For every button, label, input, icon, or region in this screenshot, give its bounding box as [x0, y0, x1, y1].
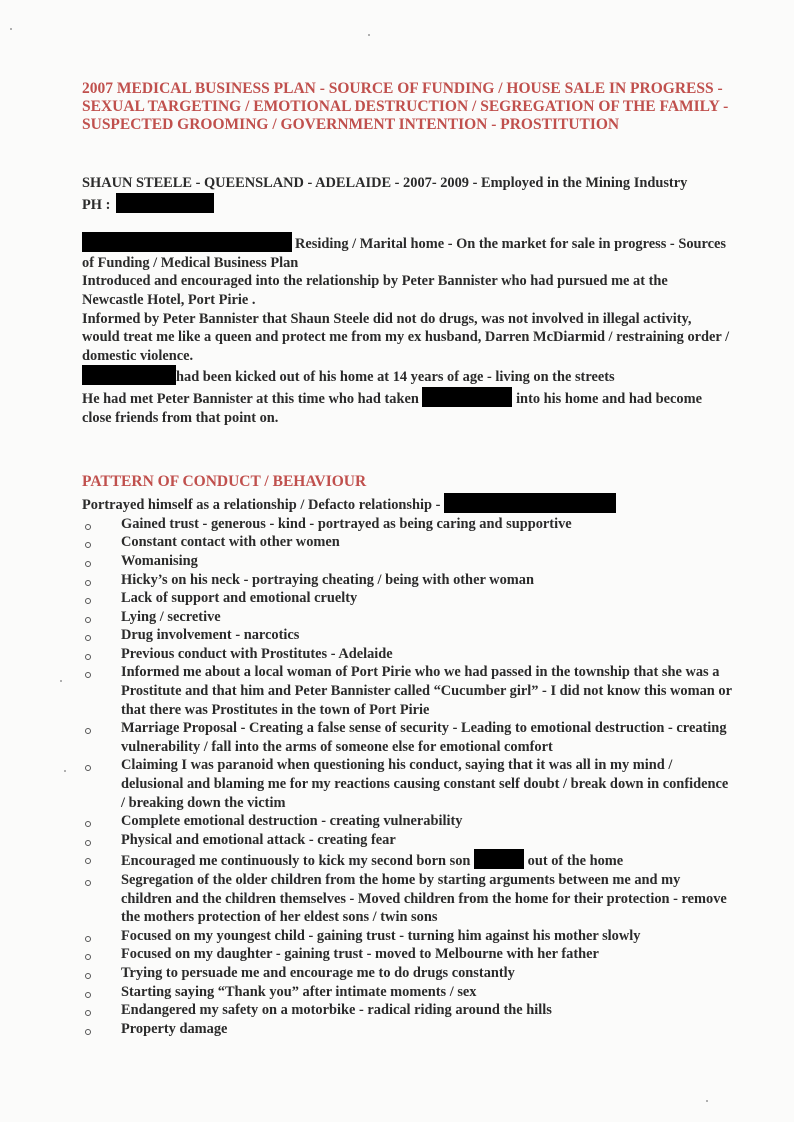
- scan-speck: [706, 1100, 708, 1102]
- list-item: Informed me about a local woman of Port Pirie who we had passed in the township that she was a Prostitute and that him and Peter Bannister called “Cucumber girl” - I did not know this woman or that there was Prostitutes in the town of Port Pirie: [82, 663, 732, 719]
- list-item: Property damage: [82, 1020, 732, 1039]
- list-item: Lack of support and emotional cruelty: [82, 589, 732, 608]
- list-item: Marriage Proposal - Creating a false sense of security - Leading to emotional destruction - creating vulnerability / fall into the arms of someone else for emotional comfort: [82, 719, 732, 756]
- list-item: Focused on my daughter - gaining trust - moved to Melbourne with her father: [82, 945, 732, 964]
- list-item: Gained trust - generous - kind - portrayed as being caring and supportive: [82, 515, 732, 534]
- kick-son-text-a: Encouraged me continuously to kick my second born son: [121, 853, 471, 870]
- list-item: Focused on my youngest child - gaining trust - turning him against his mother slowly: [82, 927, 732, 946]
- subject-block: [82, 174, 732, 214]
- kicked-out-text: had been kicked out of his home at 14 years of age - living on the streets: [176, 369, 615, 386]
- list-item: Hicky’s on his neck - portraying cheating / being with other woman: [82, 571, 732, 590]
- list-item: Drug involvement - narcotics: [82, 626, 732, 645]
- list-item: [82, 849, 732, 871]
- redaction-box: [82, 365, 176, 385]
- list-item: Trying to persuade me and encourage me to do drugs constantly: [82, 964, 732, 983]
- conduct-list: [82, 515, 732, 1039]
- list-item: Claiming I was paranoid when questioning his conduct, saying that it was all in my mind / delusional and blaming me for my reactions causing constant self doubt / break down in confidence / breaking down the victim: [82, 756, 732, 812]
- met-text-b: into his home and had become close friends from that point on.: [82, 390, 702, 426]
- kicked-out-paragraph: [82, 365, 732, 387]
- redaction-box: [116, 193, 214, 213]
- subject-line: SHAUN STEELE - QUEENSLAND - ADELAIDE - 2007- 2009 - Employed in the Mining Industry: [82, 175, 688, 191]
- list-item: Starting saying “Thank you” after intimate moments / sex: [82, 983, 732, 1002]
- scan-speck: [64, 770, 66, 772]
- redaction-box: [444, 493, 616, 513]
- intro-block: [82, 232, 732, 427]
- document-page: [82, 80, 732, 1038]
- phone-label: PH :: [82, 196, 111, 213]
- scan-speck: [10, 28, 12, 30]
- kick-son-text-b: out of the home: [527, 853, 624, 870]
- section-heading: PATTERN OF CONDUCT / BEHAVIOUR: [82, 473, 367, 491]
- informed-paragraph: Informed by Peter Bannister that Shaun Steele did not do drugs, was not involved in illegal activity, would treat me like a queen and protect me from my ex husband, Darren McDiarmid / restraining order / domestic violence.: [82, 310, 730, 364]
- list-item: Womanising: [82, 552, 732, 571]
- portrayed-text: Portrayed himself as a relationship / Defacto relationship -: [82, 497, 441, 514]
- document-title: 2007 MEDICAL BUSINESS PLAN - SOURCE OF FUNDING / HOUSE SALE IN PROGRESS - SEXUAL TARGETING / EMOTIONAL DESTRUCTION / SEGREGATION OF THE FAMILY - SUSPECTED GROOMING / GOVERNMENT INTENTION - PROSTITUTION: [82, 80, 729, 133]
- met-paragraph: [82, 387, 732, 427]
- phone-line: [82, 193, 732, 215]
- list-item: Lying / secretive: [82, 608, 732, 627]
- list-item: Complete emotional destruction - creating vulnerability: [82, 812, 732, 831]
- introduced-paragraph: Introduced and encouraged into the relationship by Peter Bannister who had pursued me at the Newcastle Hotel, Port Pirie .: [82, 273, 668, 308]
- met-text-a: He had met Peter Bannister at this time who had taken: [82, 390, 419, 407]
- redaction-box: [82, 232, 292, 252]
- residing-text: Residing / Marital home - On the market for sale in progress - Sources of Funding / Medical Business Plan: [82, 236, 727, 271]
- redaction-box: [474, 849, 524, 869]
- list-item: Endangered my safety on a motorbike - radical riding around the hills: [82, 1001, 732, 1020]
- portrayed-line: [82, 493, 732, 515]
- list-item: Constant contact with other women: [82, 533, 732, 552]
- residing-paragraph: [82, 232, 732, 272]
- list-item: Segregation of the older children from the home by starting arguments between me and my children and the children themselves - Moved children from the home for their protection - remove the mothers protection of her eldest sons / twin sons: [82, 871, 732, 927]
- scan-speck: [368, 34, 370, 36]
- scan-speck: [60, 680, 62, 682]
- list-item: Physical and emotional attack - creating fear: [82, 831, 732, 850]
- list-item: Previous conduct with Prostitutes - Adelaide: [82, 645, 732, 664]
- redaction-box: [422, 387, 512, 407]
